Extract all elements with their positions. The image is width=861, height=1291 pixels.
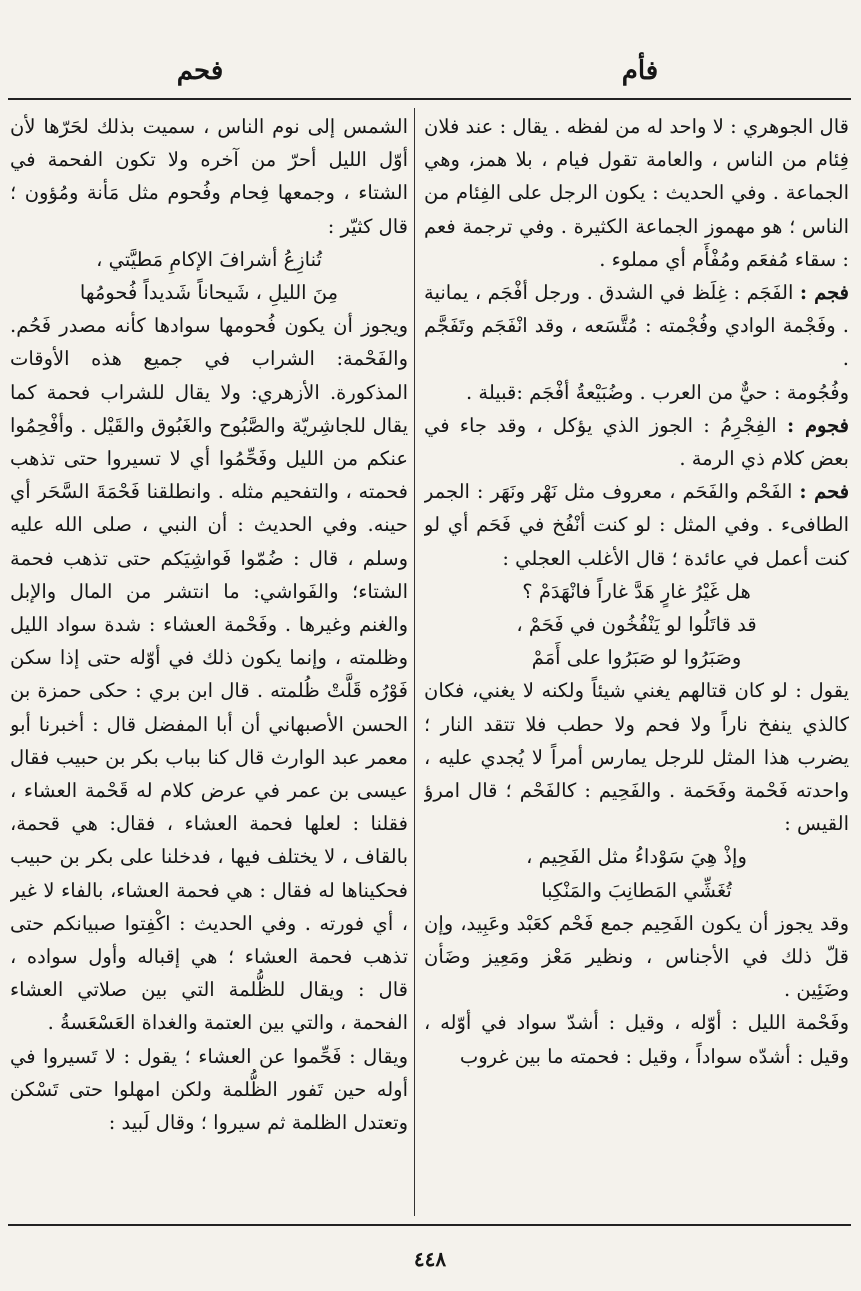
paragraph: يقول : لو كان قتالهم يغني شيئاً ولكنه لا يغني، فكان كالذي ينفخ ناراً ولا فحم ولا حطب فلا تتقد النار ؛ يضرب هذا المثل للرجل يمارس أمراً لا يُجدي عليه ، واحدته فَحْمة وفَحَمة . والفَحِيم : كالفَحْم ؛ قال امرؤ القيس : [424,679,849,836]
verse-line: قد قاتَلُوا لو يَنْفُخُون في فَحَمْ ، [516,613,757,637]
entry-lead: فجم : [799,281,849,305]
paragraph: ويجوز أن يكون فُحومها سوادها كأنه مصدر فَحُم. والفَحْمة: الشراب في جميع هذه الأوقات المذكورة. الأزهري: ولا يقال للشراب فحمة كما يقال للجاشِريّة والصَّبُوح والغَبُوق والقَيْل . وأفْحِمُوا عنكم من الليل وفَحِّمُوا أي لا تسيروا حتى تذهب فحمته ، والتفحيم مثله . وانطلقنا فَحْمَةَ السَّحَر أي حينه. وفي الحديث : أن النبي ، صلى الله عليه وسلم ، قال : ضُمّوا فَواشِيَكم حتى تذهب فحمة الشتاء؛ والفَواشي: ما انتشر من المال والإبل والغنم وغيرها . وفَحْمة العشاء : شدة سواد الليل وظلمته ، وإنما يكون ذلك في أوّله حتى إذا سكن فَوْرُه قَلَّتْ ظُلمته . قال ابن بري : حكى حمزة بن الحسن الأصبهاني أن أبا المفضل قال : أخبرنا أبو معمر عبد الوارث قال كنا بباب بكر بن حبيب فقال عيسى بن عمر في عرض كلام له قَحْمة العشاء ، فقلنا : لعلها فحمة العشاء ، فقال: هي قحمة، بالقاف ، لا يختلف فيها ، فدخلنا على بكر بن حبيب فحكيناها له فقال : هي فحمة العشاء، بالفاء لا غير ، أي فورته . وفي الحديث : اكْفِتوا صبيانكم حتى تذهب فحمة العشاء ؛ هي إقباله وأول سواده ، قال : ويقال للظُّلمة التي بين صلاتي العشاء الفحمة ، والتي بين العتمة والغداة العَسْعَسةُ . [10,314,408,1035]
entry-fhm [424,475,849,575]
paragraph: وفَحْمة الليل : أوّله ، وقيل : أشدّ سواد في أوّله ، وقيل : أشدّه سواداً ، وقيل : فحمته ما بين غروب [424,1011,849,1068]
paragraph: وفُجُومة : حيٌّ من العرب . وضُبَيْعةُ أفْجَم :قبيلة . [465,380,849,404]
entry-text: الفِجْرِمُ : الجوز الذي يؤكل ، وقد جاء في بعض كلام ذي الرمة . [424,413,849,471]
verse-line: هل غَيْرُ غارٍ هَدَّ غاراً فانْهَدَمْ ؟ [522,579,751,603]
verse-line: وإذْ هِيَ سَوْداءُ مثل الفَحِيم ، [526,845,747,869]
entry-text: الفَجَم : غِلَظ في الشدق . ورجل أفْجَم ، يمانية . وفَجْمة الوادي وفُجْمته : مُتَّسَعه ، وقد انْفَجَم وتَفَجَّم . [424,281,849,371]
paragraph: الشمس إلى نوم الناس ، سميت بذلك لحَرّها لأن أوّل الليل أحرّ من آخره ولا تكون الفحمة في الشتاء ، وجمعها فِحام وفُحوم مثل مَأنة ومُؤون ؛ قال كثيّر : [10,115,408,238]
page-number: ٤٤٨ [413,1247,447,1271]
left-column [10,110,408,1216]
running-head-left: فحم [176,56,224,86]
running-head-right: فأم [621,56,659,86]
right-column [424,110,849,1216]
header-rule [8,98,851,100]
verse-line: تُنازِعُ أشرافَ الإكامِ مَطيَّتي ، [96,247,322,271]
verse-line: وصَبَرُوا لو صَبَرُوا على أَمَمْ [531,646,742,670]
verse-line: تُغَشِّي المَطانِبَ والمَنْكِبا [541,878,732,902]
paragraph: قال الجوهري : لا واحد له من لفظه . يقال : عند فلان فِئام من الناس ، والعامة تقول فيام ، بلا همز، وهي الجماعة . وفي الحديث : يكون الرجل على الفِئام من الناس ؛ هو مهموز الجماعة الكثيرة . وفي ترجمة فعم : سقاء مُفعَم ومُفْأَم أي مملوء . [424,115,849,271]
paragraph: وقد يجوز أن يكون الفَحِيم جمع فَحْم كعَبْد وعَبِيد، وإن قلّ ذلك في الأجناس ، ونظير مَعْز ومَعِيز وضَأن وضَئِين . [424,911,849,1002]
entry-fjwm [424,409,849,475]
verse-line: مِنَ الليلِ ، شَيحاناً شَديداً فُحومُها [79,281,339,305]
entry-lead: فحم : [799,480,849,504]
footer-rule [8,1224,851,1226]
entry-lead: فجوم : [786,413,849,437]
column-divider [414,108,415,1216]
entry-text: الفَحْم والفَحَم ، معروف مثل نَهْر ونَهَر : الجمر الطافىء . وفي المثل : لو كنت أنْفُخ في فَحَم أي لو كنت أعمل في عائدة ؛ قال الأغلب العجلي : [424,480,849,570]
paragraph: ويقال : فَحِّموا عن العشاء ؛ يقول : لا تَسيروا في أوله حين تَفور الظُّلمة ولكن امهلوا حتى تَسْكن وتعتدل الظلمة ثم سيروا ؛ وقال لَبيد : [10,1044,408,1135]
entry-fjm [424,276,849,376]
